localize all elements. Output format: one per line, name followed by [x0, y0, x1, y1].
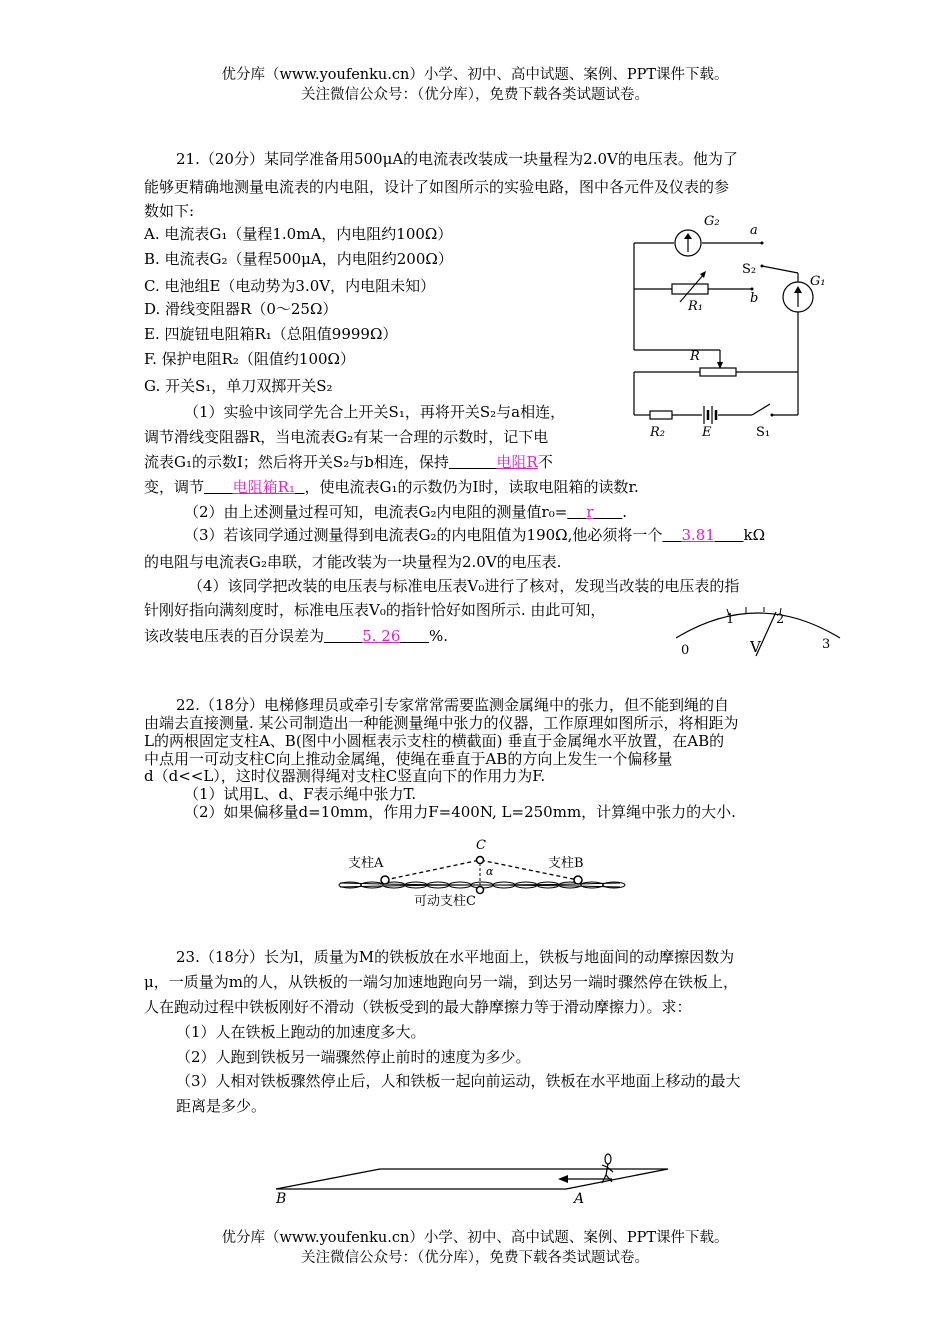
q22-line-2: 由端去直接测量. 某公司制造出一种能测量绳中张力的仪器，工作原理如图所示，将相距为 [144, 714, 739, 732]
battery-e-icon [704, 406, 716, 424]
q23-line-4: （1）人在铁板上跑动的加速度多大。 [176, 1023, 426, 1041]
label-alpha: α [486, 865, 494, 878]
label-g2: G₂ [704, 214, 720, 229]
resistor-box-r1-icon [672, 271, 708, 302]
footer-line-2: 关注微信公众号：（优分库），免费下载各类试题试卷。 [301, 1250, 649, 1266]
tick-2: 2 [776, 612, 785, 627]
label-a-end: A [574, 1191, 585, 1207]
label-g1: G₁ [810, 274, 826, 289]
answer-blank-2: 电阻箱R₁ [232, 478, 295, 496]
q21-option-c: C. 电池组E（电动势为3.0V，内电阻未知） [144, 277, 436, 295]
answer-blank-5: 5. 26 [362, 627, 401, 645]
label-b: b [750, 291, 759, 306]
tick-3: 3 [822, 637, 831, 652]
q21-part1-line1: （1）实验中该同学先合上开关S₁，再将开关S₂与a相连， [184, 403, 566, 421]
g2-meter-icon [675, 230, 701, 256]
q21-part2: （2）由上述测量过程可知，电流表G₂内电阻的测量值r₀= r . [184, 503, 627, 521]
q21-part3-line2: 的电阻与电流表G₂串联，才能改装为一块量程为2.0V的电压表. [144, 553, 562, 571]
q21-part4-line1: （4）该同学把改装的电压表与标准电压表V₀进行了核对，发现当改装的电压表的指 [188, 577, 740, 595]
q21-option-a: A. 电流表G₁（量程1.0mA，内电阻约100Ω） [144, 225, 453, 243]
footer-line-1: 优分库（www.youfenku.cn）小学、初中、高中试题、案例、PPT课件下载。 [221, 1230, 729, 1246]
label-r: R [690, 349, 700, 364]
meter-v-label: V [750, 638, 761, 656]
iron-plate-figure [270, 1145, 690, 1207]
label-movable-c: 可动支柱C [414, 894, 476, 909]
q22-line-3: L的两根固定支柱A、B(图中小圆框表示支柱的横截面) 垂直于金属绳水平放置，在AB的 [144, 732, 725, 750]
q21-intro-2: 能够更精确地测量电流表的内电阻，设计了如图所示的实验电路，图中各元件及仪表的参 [144, 178, 730, 196]
resistor-r2-icon [650, 411, 672, 419]
q22-line-5: d（d<<L），这时仪器测得绳对支柱C竖直向下的作用力为F. [144, 767, 546, 785]
label-pillar-a: 支柱A [348, 856, 384, 871]
q21-option-g: G. 开关S₁，单刀双掷开关S₂ [144, 377, 333, 395]
label-r2: R₂ [650, 425, 665, 440]
q21-option-e: E. 四旋钮电阻箱R₁（总阻值9999Ω） [144, 325, 398, 343]
answer-blank-1: 电阻R [496, 453, 538, 471]
q21-part1-line3: 流表G₁的示数I；然后将开关S₂与b相连，保持 电阻R不 [144, 453, 553, 471]
tick-1: 1 [726, 612, 735, 627]
voltmeter-dial [668, 596, 858, 666]
q23-line-3: 人在跑动过程中铁板刚好不滑动（铁板受到的最大静摩擦力等于滑动摩擦力）。求： [144, 998, 692, 1016]
label-pillar-b: 支柱B [548, 856, 584, 871]
tension-figure [330, 835, 630, 910]
circuit-diagram [620, 210, 826, 440]
q22-line-1: 22.（18分）电梯修理员或牵引专家常常需要监测金属绳中的张力，但不能到绳的自 [176, 696, 729, 714]
label-s1: S₁ [756, 425, 771, 440]
q21-part1-line2: 调节滑线变阻器R，当电流表G₂有某一合理的示数时，记下电 [144, 428, 549, 446]
q22-line-7: （2）如果偏移量d=10mm，作用力F=400N, L=250mm，计算绳中张力的大小. [184, 803, 736, 821]
q21-option-d: D. 滑线变阻器R（0～25Ω） [144, 300, 338, 318]
q21-part3-line1: （3）若该同学通过测量得到电流表G₂的内电阻值为190Ω,他必须将一个 3.81 kΩ [184, 526, 766, 544]
q21-option-b: B. 电流表G₂（量程500μA，内电阻约200Ω） [144, 250, 453, 268]
q23-line-6: （3）人相对铁板骤然停止后，人和铁板一起向前运动，铁板在水平地面上移动的最大 [176, 1072, 741, 1090]
q22-line-6: （1）试用L、d、F表示绳中张力T. [184, 785, 417, 803]
q21-option-f: F. 保护电阻R₂（阻值约100Ω） [144, 350, 355, 368]
answer-blank-3: r [586, 503, 594, 521]
q21-part1-line4: 变，调节 电阻箱R₁ ，使电流表G₁的示数仍为I时，读取电阻箱的读数r. [144, 478, 639, 496]
tick-0: 0 [681, 643, 690, 658]
q23-line-7: 距离是多少。 [176, 1097, 267, 1115]
q21-part4-line3: 该改装电压表的百分误差为 5. 26 %. [144, 627, 449, 645]
label-c-top: C [476, 838, 486, 853]
rheostat-r-icon [700, 362, 736, 376]
answer-blank-4: 3.81 [681, 526, 715, 544]
header-line-1: 优分库（www.youfenku.cn）小学、初中、高中试题、案例、PPT课件下载。 [221, 67, 729, 83]
g1-meter-icon [783, 282, 813, 312]
q21-intro-1: 21.（20分）某同学准备用500μA的电流表改装成一块量程为2.0V的电压表。他为了 [176, 150, 738, 168]
q23-line-5: （2）人跑到铁板另一端骤然停止前时的速度为多少。 [176, 1048, 531, 1066]
header-line-2: 关注微信公众号：（优分库），免费下载各类试题试卷。 [301, 87, 649, 103]
label-a: a [750, 223, 758, 238]
label-s2: S₂ [742, 262, 757, 277]
label-r1: R₁ [688, 299, 703, 314]
q22-line-4: 中点用一可动支柱C向上推动金属绳，使绳在垂直于AB的方向上发生一个偏移量 [144, 750, 673, 768]
q21-intro-3: 数如下: [144, 202, 195, 220]
q23-line-2: μ，一质量为m的人，从铁板的一端匀加速地跑向另一端，到达另一端时骤然停在铁板上， [144, 973, 738, 991]
q21-part4-line2: 针刚好指向满刻度时，标准电压表V₀的指针恰好如图所示. 由此可知， [144, 601, 606, 619]
label-e: E [702, 425, 712, 440]
q23-line-1: 23.（18分）长为l，质量为M的铁板放在水平地面上，铁板与地面间的动摩擦因数为 [176, 948, 735, 966]
label-b-end: B [276, 1191, 287, 1207]
